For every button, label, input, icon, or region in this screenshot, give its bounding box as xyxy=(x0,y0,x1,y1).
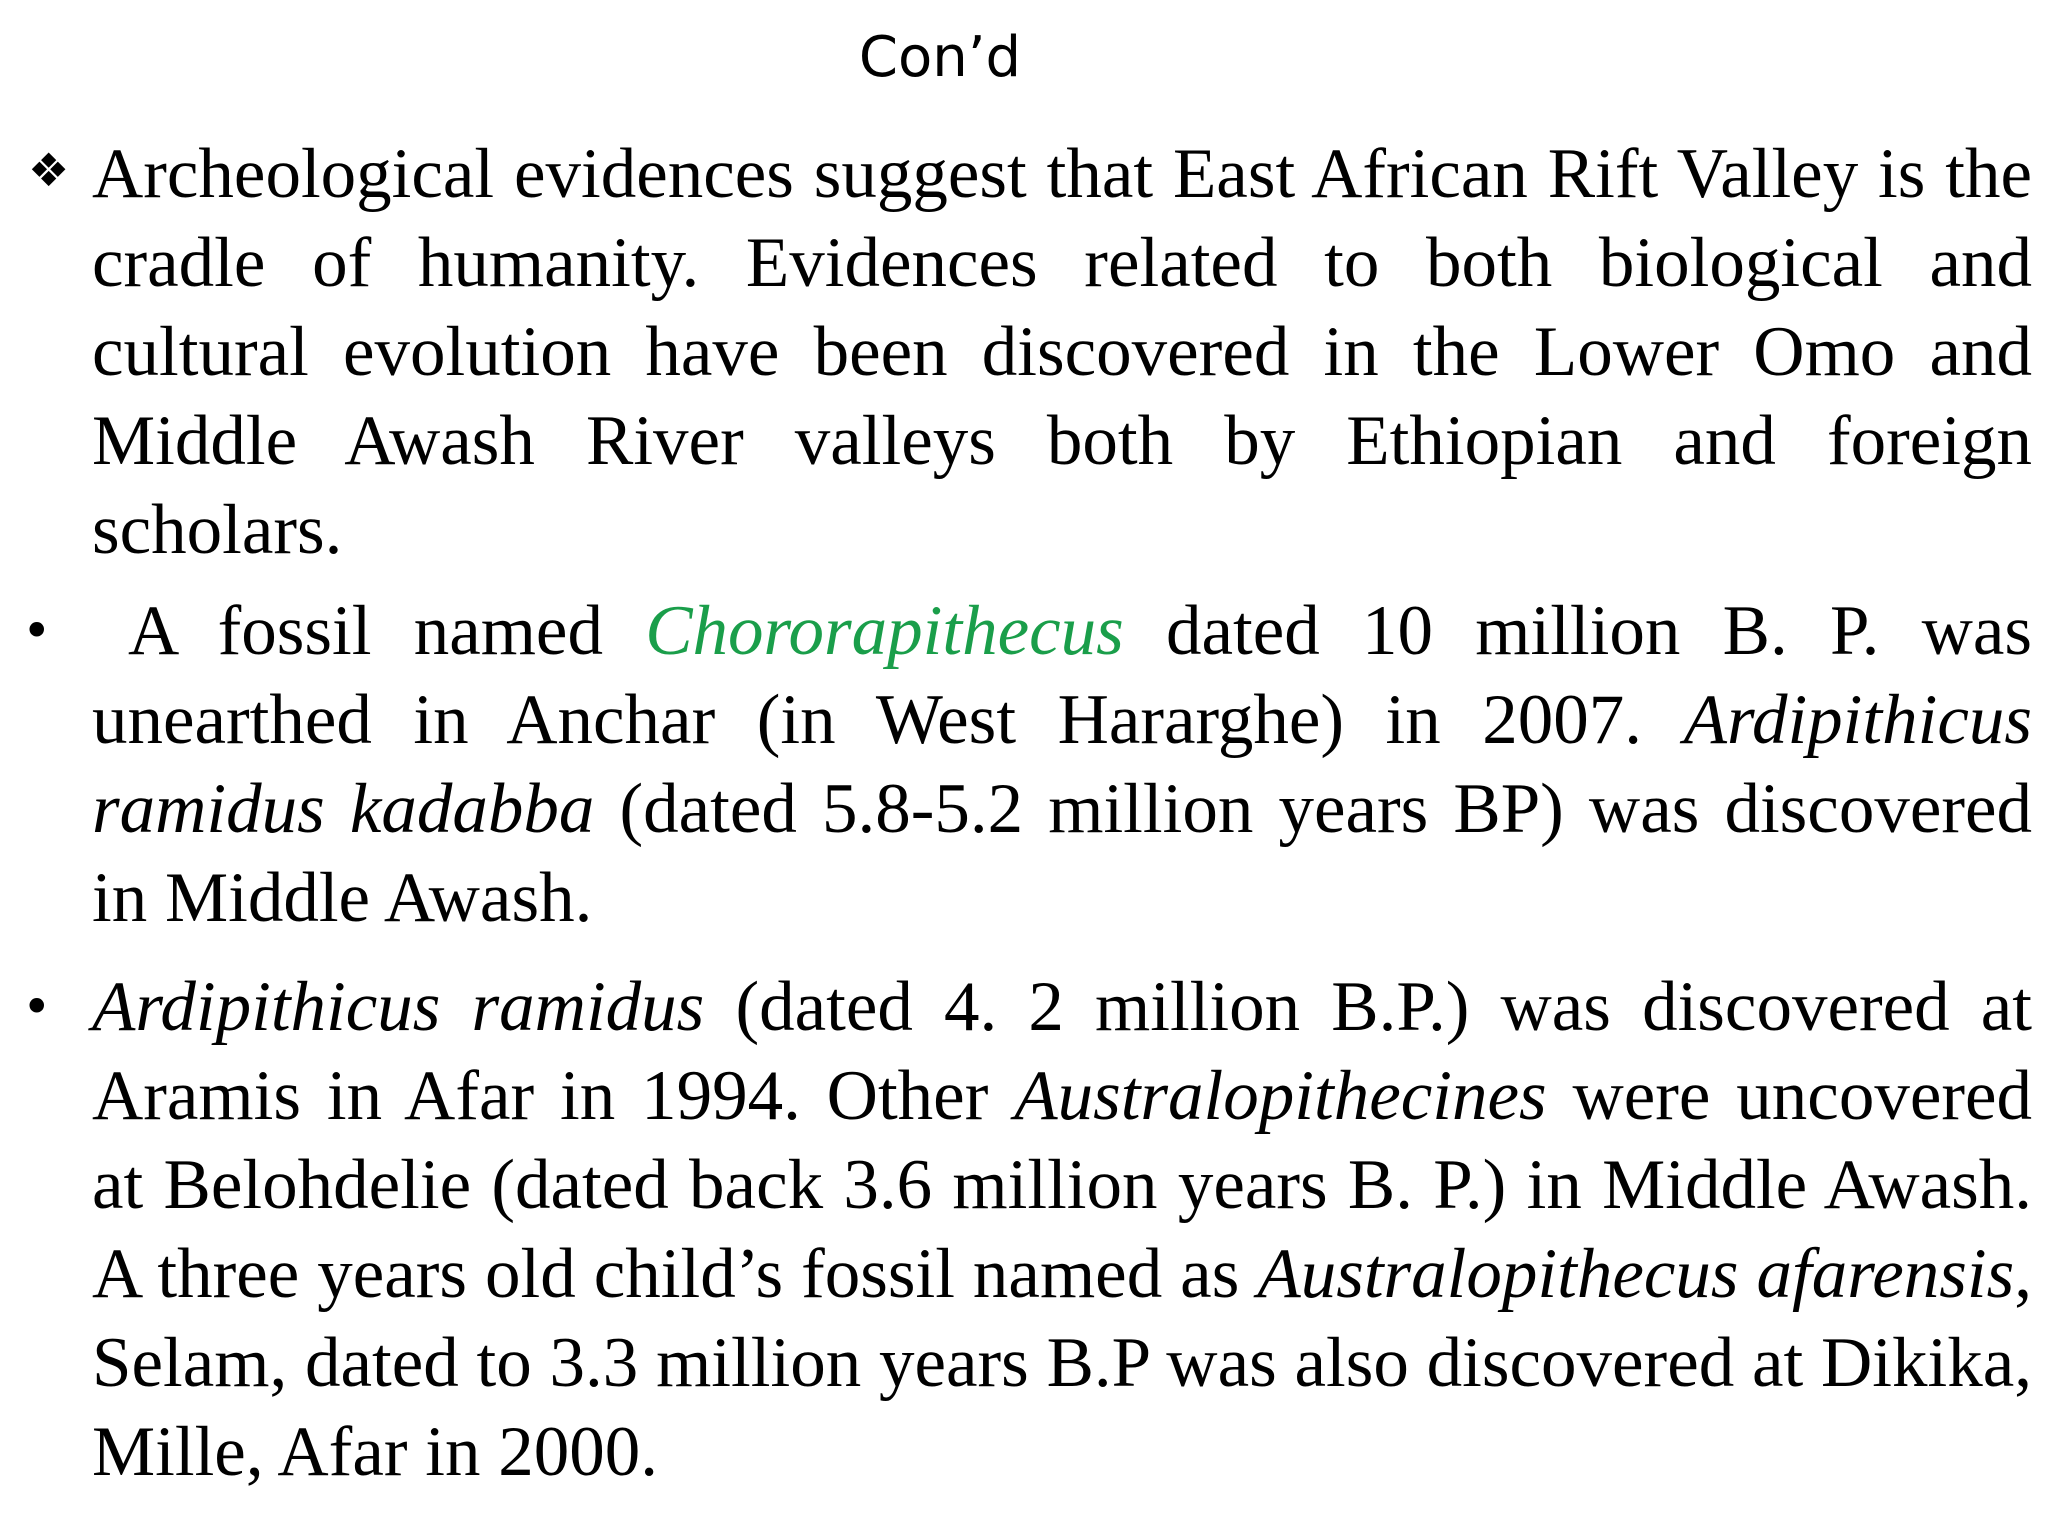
species-name: Australopithecines xyxy=(1014,1057,1547,1135)
text-segment: (dated 4. 2 million B.P.) was discovered at Aramis in Afar in 1994. Other xyxy=(92,968,2032,1135)
slide-title: Con’d xyxy=(858,25,1022,90)
paragraph-chororapithecus xyxy=(22,587,2032,943)
species-name: Ardipithicus ramidus kadabba xyxy=(92,681,2032,848)
text-segment: (dated 5.8-5.2 million years BP) was discovered in Middle Awash. xyxy=(92,770,2032,937)
diamond-bullet-icon: ❖ xyxy=(28,143,70,197)
species-name: Australopithecus afarensis xyxy=(1257,1235,2015,1313)
bullet-icon: • xyxy=(22,978,52,1036)
species-name-highlight: Chororapithecus xyxy=(645,592,1124,670)
paragraph-rift-valley xyxy=(28,130,2032,575)
bullet-icon: • xyxy=(22,602,52,660)
text-segment: dated 10 million B. P. was unearthed in Anchar (in West Hararghe) in 2007. xyxy=(92,592,2032,759)
text-segment: A fossil named xyxy=(128,592,646,670)
slide-body xyxy=(0,130,2048,1497)
species-name: Ardipithicus ramidus xyxy=(92,968,705,1046)
text-segment: , Selam, dated to 3.3 million years B.P was also discovered at Dikika, Mille, Afar in 2000. xyxy=(92,1235,2032,1491)
paragraph-text: Archeological evidences suggest that East African Rift Valley is the cradle of humanity. Evidences related to both biological and cultural evolution have been discovered in the Lower Omo and Middle Awash River valleys both by Ethiopian and foreign scholars. xyxy=(92,135,2032,569)
paragraph-ardipithicus xyxy=(22,963,2032,1497)
text-segment: were uncovered at Belohdelie (dated back 3.6 million years B. P.) in Middle Awash. A three years old child’s fossil named as xyxy=(92,1057,2032,1313)
